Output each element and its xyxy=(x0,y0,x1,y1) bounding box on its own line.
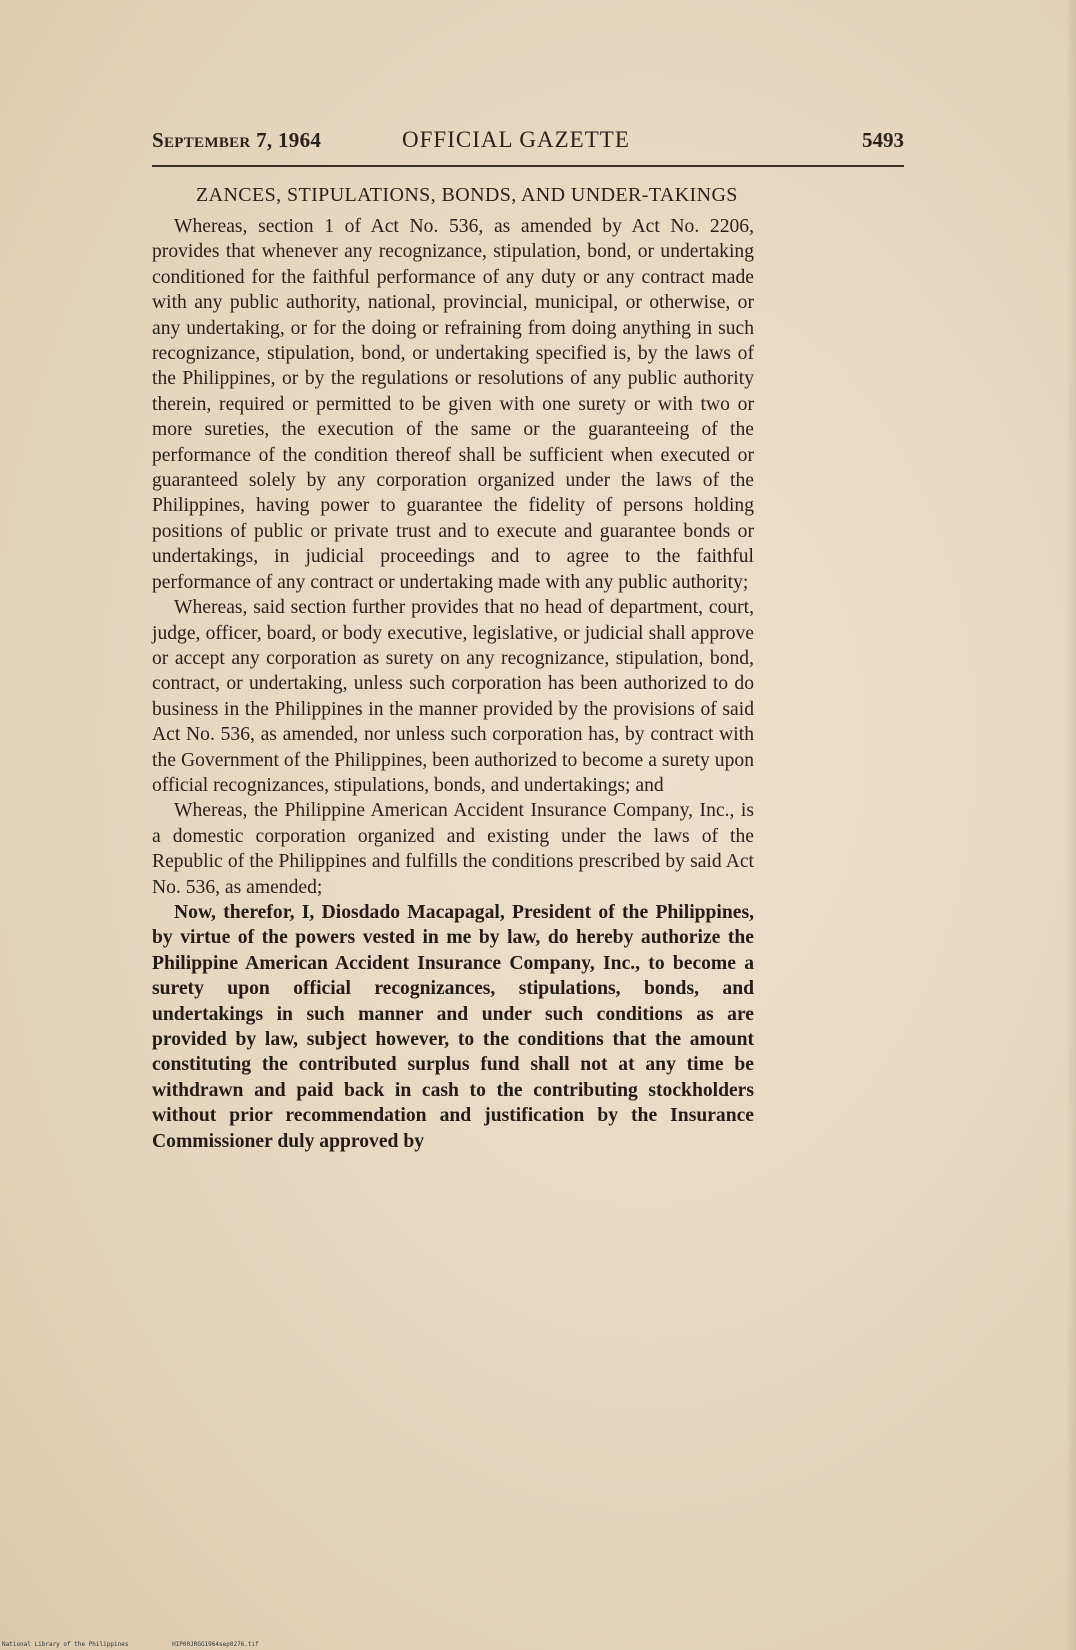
publication-title: OFFICIAL GAZETTE xyxy=(402,127,630,152)
footer-library: National Library of the Philippines xyxy=(2,1641,129,1648)
scan-footer xyxy=(2,1641,259,1648)
paragraph-whereas-1: Whereas, section 1 of Act No. 536, as amended by Act No. 2206, provides that whenever any recognizance, stipulation, bond, or undertaking conditioned for the faithful performance of any duty or any contract made with any public authority, national, provincial, municipal, or otherwise, or any undertaking, or for the doing or refraining from doing anything in such recognizance, stipulation, bond, or undertaking specified is, by the laws of the Philippines, or by the regulations or resolutions of any public authority therein, required or permitted to be given with one surety or with two or more sureties, the execution of the same or the guaranteeing of the performance of the condition thereof shall be sufficient when executed or guaranteed solely by any corporation organized under the laws of the Philippines, having power to guarantee the fidelity of persons holding positions of public or private trust and to execute and guarantee bonds or undertakings, in judicial proceedings and to agree to the faithful performance of any contract or undertaking made with any public authority; xyxy=(152,216,754,593)
article-body xyxy=(152,182,754,1154)
header-divider xyxy=(152,165,904,167)
header-date: September 7, 1964 xyxy=(152,128,322,152)
page-number: 5493 xyxy=(862,128,904,152)
footer-file-id: HIP00JRGG1964sep0276.tif xyxy=(172,1641,259,1648)
page-edge-shadow xyxy=(1066,0,1076,1650)
paragraph-whereas-2: Whereas, said section further provides that no head of department, court, judge, officer, board, or body executive, legislative, or judicial shall approve or accept any corporation as surety on any recognizance, stipulation, bond, contract, or undertaking, unless such corporation has been authorized to do business in the Philippines in the manner provided by the provisions of said Act No. 536, as amended, nor unless such corporation has, by contract with the Government of the Philippines, been authorized to become a surety upon official recognizances, stipulations, bonds, and undertakings; and xyxy=(152,597,754,796)
section-heading: ZANCES, STIPULATIONS, BONDS, AND UNDER-TAKINGS xyxy=(196,184,738,206)
page-header xyxy=(152,128,904,160)
paragraph-whereas-3: Whereas, the Philippine American Accident Insurance Company, Inc., is a domestic corporation organized and existing under the laws of the Republic of the Philippines and fulfills the conditions prescribed by said Act No. 536, as amended; xyxy=(152,800,754,898)
paragraph-now-therefor: Now, therefor, I, Diosdado Macapagal, President of the Philippines, by virtue of the powers vested in me by law, do hereby authorize the Philippine American Accident Insurance Company, Inc., to become a surety upon official recognizances, stipulations, bonds, and undertakings in such manner and under such conditions as are provided by law, subject however, to the conditions that the amount constituting the contributed surplus fund shall not at any time be withdrawn and paid back in cash to the contributing stockholders without prior recommendation and justification by the Insurance Commissioner duly approved by xyxy=(152,901,754,1152)
